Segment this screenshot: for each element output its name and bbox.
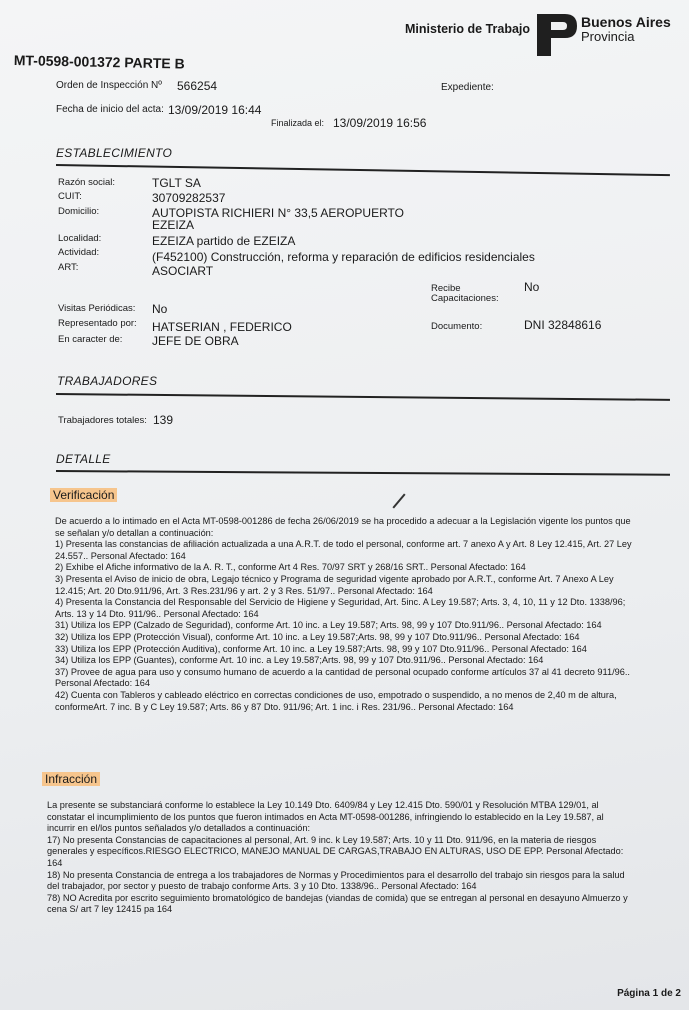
- documento-value: DNI 32848616: [524, 318, 602, 332]
- recibe-label-line2: Capacitaciones:: [431, 293, 499, 304]
- infraccion-line: cena S/ art 7 ley 12415 pa 164: [47, 904, 173, 915]
- visitas-label: Visitas Periódicas:: [58, 303, 136, 314]
- verificacion-line: 12.415; Art. 20 Dto.911/96, Art. 3 Res.231/96 y art. 2 y 3 Res. 51/97.. Personal Afectado: 164: [55, 585, 433, 596]
- establecimiento-title: ESTABLECIMIENTO: [56, 146, 173, 160]
- cuit-label: CUIT:: [58, 191, 82, 202]
- verificacion-title: Verificación: [50, 488, 117, 502]
- fecha-inicio-value: 13/09/2019 16:44: [168, 103, 262, 117]
- infraccion-title: Infracción: [42, 772, 100, 786]
- documento-label: Documento:: [431, 321, 483, 332]
- verificacion-body: [55, 516, 632, 713]
- actividad-value: (F452100) Construcción, reforma y reparación de edificios residenciales: [152, 250, 535, 264]
- representado-label: Representado por:: [58, 318, 137, 329]
- verificacion-line: Arts. 13 y 14 Dto. 911/96.. Personal Afectado: 164: [55, 608, 259, 619]
- infraccion-line: 78) NO Acredita por escrito seguimiento bromatológico de bandejas (viandas de comida) que se entregan al personal en desayuno Almuerzo y: [47, 892, 628, 903]
- verificacion-line: 24.557.. Personal Afectado: 164: [55, 550, 186, 561]
- finalizada-value: 13/09/2019 16:56: [333, 116, 427, 130]
- infraccion-body: [47, 800, 628, 916]
- verificacion-line: De acuerdo a lo intimado en el Acta MT-0598-001286 de fecha 26/06/2019 se ha procedido a adecuar a la Legislación vigente los puntos que: [55, 516, 631, 526]
- infraccion-line: constatar el incumplimiento de los puntos que fueron intimados en Acta MT-0598-001286, infringiendo lo establecido en la Ley 19.587, al: [47, 811, 604, 822]
- pen-mark: [392, 493, 405, 508]
- logo-line2: Provincia: [581, 29, 635, 44]
- infraccion-line: 164: [47, 857, 63, 868]
- infraccion-line: incurrir en el/los puntos señalados y/o detallados a continuación:: [47, 823, 311, 834]
- verificacion-line: conformeArt. 7 inc. B y C Ley 19.587; Arts. 86 y 87 Dto. 911/96; Art. 1 inc. i Res. 231/96.. Personal Afectado: 164: [55, 701, 514, 712]
- logo-line1: Buenos Aires: [581, 14, 671, 30]
- page-number: Página 1 de 2: [617, 988, 681, 999]
- document-id: MT-0598-001372 PARTE B: [13, 52, 185, 72]
- localidad-value: EZEIZA partido de EZEIZA: [152, 234, 296, 248]
- domicilio-value-line1: AUTOPISTA RICHIERI N° 33,5 AEROPUERTO: [152, 206, 404, 220]
- domicilio-label: Domicilio:: [58, 206, 100, 217]
- infraccion-line: La presente se substanciará conforme lo establece la Ley 10.149 Dto. 6409/84 y Ley 12.415 Dto. 590/01 y Resolución MTBA 129/01, al: [47, 800, 599, 810]
- recibe-label-line1: Recibe: [431, 283, 461, 294]
- section-divider: [56, 470, 670, 476]
- verificacion-line: 37) Provee de agua para uso y consumo humano de acuerdo a la cantidad de personal ocupado conforme artículos 37 al 41 decreto 911/96..: [55, 666, 630, 677]
- actividad-label: Actividad:: [58, 247, 100, 258]
- localidad-label: Localidad:: [58, 233, 102, 244]
- buenos-aires-logo-icon: [535, 10, 577, 58]
- verificacion-line: Personal Afectado: 164: [55, 678, 151, 689]
- section-divider: [56, 393, 670, 401]
- caracter-value: JEFE DE OBRA: [152, 334, 239, 348]
- verificacion-line: 4) Presenta la Constancia del Responsable del Servicio de Higiene y Seguridad, Art. 5inc. A Ley 19.587; Arts. 3, 4, 10, 11 y 12 Dto. 1338/96;: [55, 597, 626, 608]
- art-label: ART:: [58, 262, 79, 273]
- verificacion-line: 31) Utiliza los EPP (Calzado de Seguridad), conforme Art. 10 inc. a Ley 19.587; Arts. 98, 99 y 107 Dto.911/96.. Personal Afectado: 164: [55, 620, 602, 631]
- detalle-title: DETALLE: [56, 452, 111, 466]
- fecha-inicio-label: Fecha de inicio del acta:: [56, 104, 164, 115]
- verificacion-line: 3) Presenta el Aviso de inicio de obra, Legajo técnico y Programa de seguridad vigente aprobado por A.R.T., conforme Art. 7 Anexo A Ley: [55, 573, 614, 584]
- caracter-label: En caracter de:: [58, 334, 123, 345]
- verificacion-line: se señalan y/o detallan a continuación:: [55, 527, 214, 538]
- orden-value: 566254: [177, 79, 218, 93]
- razon-label: Razón social:: [58, 177, 116, 188]
- expediente-label: Expediente:: [441, 82, 494, 93]
- infraccion-line: del trabajador, por sector y puesto de trabajo conforme Arts. 3 y 10 Dto. 1338/96.. Personal Afectado: 164: [47, 881, 477, 892]
- orden-label: Orden de Inspección Nº: [56, 80, 162, 91]
- finalizada-label: Finalizada el:: [271, 118, 325, 128]
- verificacion-line: 34) Utiliza los EPP (Guantes), conforme Art. 10 inc. a Ley 19.587;Arts. 98, 99 y 107 Dto.911/96.. Personal Afectado: 164: [55, 655, 544, 666]
- representado-value: HATSERIAN , FEDERICO: [152, 320, 292, 334]
- section-divider: [56, 164, 670, 176]
- razon-value: TGLT SA: [152, 176, 201, 190]
- infraccion-line: 17) No presenta Constancias de capacitaciones al personal, Art. 9 inc. k Ley 19.587; Arts. 10 y 11 Dto. 911/96, en la materia de riesgos: [47, 834, 597, 845]
- ministerio-label: Ministerio de Trabajo: [405, 22, 531, 36]
- trabajadores-totales-value: 139: [153, 413, 174, 427]
- infraccion-line: generales y específicos.RIESGO ELECTRICO, MANEJO MANUAL DE CARGAS,TRABAJO EN ALTURAS, USO DE EPP. Personal Afectado:: [47, 846, 624, 857]
- art-value: ASOCIART: [152, 264, 214, 278]
- verificacion-line: 1) Presenta las constancias de afiliación actualizada a una A.R.T. de todo el personal, conforme art. 7 anexo A y Art. 8 Ley 12.415, Art. 27 Ley: [55, 539, 632, 550]
- verificacion-line: 42) Cuenta con Tableros y cableado eléctrico en correctas condiciones de uso, empotrado o suspendido, a no menos de 2,40 m de altura,: [55, 689, 617, 700]
- visitas-value: No: [152, 302, 168, 316]
- verificacion-line: 33) Utiliza los EPP (Protección Auditiva), conforme Art. 10 inc. a Ley 19.587;Arts. 98, 99 y 107 Dto.911/96.. Personal Afectado: 164: [55, 643, 587, 654]
- verificacion-line: 2) Exhibe el Afiche informativo de la A. R. T., conforme Art 4 Res. 70/97 SRT y 268/16 SRT.. Personal Afectado: 164: [55, 562, 526, 573]
- recibe-value: No: [524, 280, 540, 294]
- domicilio-value-line2: EZEIZA: [152, 218, 195, 232]
- verificacion-line: 32) Utiliza los EPP (Protección Visual), conforme Art. 10 inc. a Ley 19.587;Arts. 98, 99 y 107 Dto.911/96.. Personal Afectado: 164: [55, 631, 580, 642]
- trabajadores-totales-label: Trabajadores totales:: [58, 415, 147, 426]
- trabajadores-title: TRABAJADORES: [57, 374, 158, 388]
- infraccion-line: 18) No presenta Constancia de entrega a los trabajadores de Normas y Procedimientos para el desarrollo del trabajo sin riesgos para la salud: [47, 869, 625, 880]
- cuit-value: 30709282537: [152, 191, 226, 205]
